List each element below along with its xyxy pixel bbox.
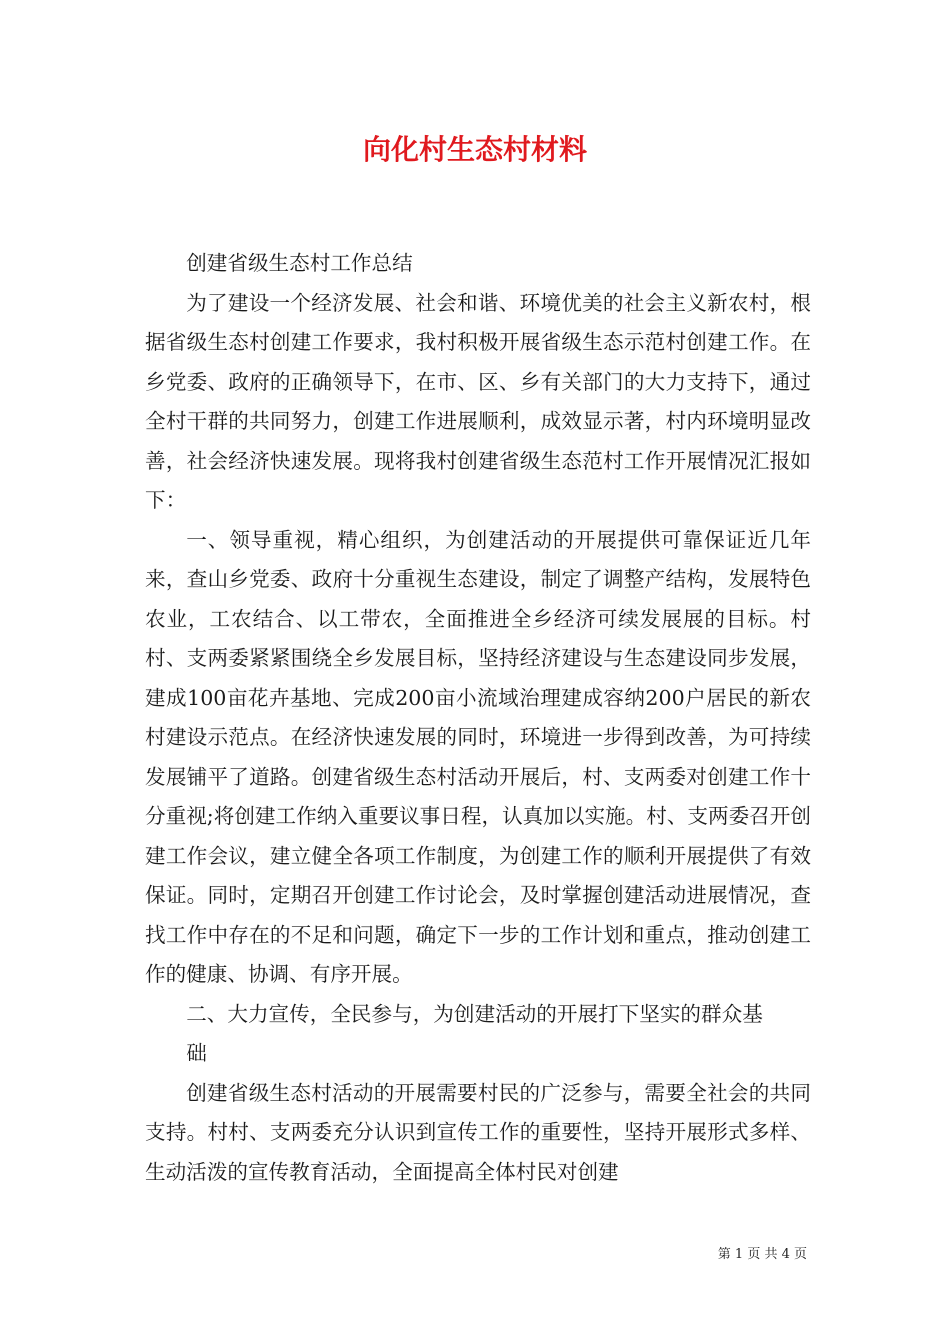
document-title: 向化村生态村材料: [362, 133, 587, 166]
page-number: 第 1 页 共 4 页: [717, 1247, 807, 1262]
section-heading: 创建省级生态村工作总结: [186, 251, 413, 275]
paragraph-section-one: 一、领导重视，精心组织，为创建活动的开展提供可靠保证近几年来，查山乡党委、政府十分重视生态建设，制定了调整产结构，发展特色农业，工农结合、以工带农，全面推进全乡经济可续发展展的目标。村村、支两委紧紧围绕全乡发展目标，坚持经济建设与生态建设同步发展，建成100亩花卉基地、完成200亩小流域治理建成容纳200户居民的新农村建设示范点。在经济快速发展的同时，环境进一步得到改善，为可持续发展铺平了道路。创建省级生态村活动开展后，村、支两委对创建工作十分重视;将创建工作纳入重要议事日程，认真加以实施。村、支两委召开创建工作会议，建立健全各项工作制度，为创建工作的顺利开展提供了有效保证。同时，定期召开创建工作讨论会，及时掌握创建活动进展情况，查找工作中存在的不足和问题，确定下一步的工作计划和重点，推动创建工作的健康、协调、有序开展。: [145, 527, 811, 986]
paragraph-section-two-heading: 二、大力宣传，全民参与，为创建活动的开展打下坚实的群众基: [186, 1001, 763, 1026]
paragraph-intro: 为了建设一个经济发展、社会和谐、环境优美的社会主义新农村，根据省级生态村创建工作要求，我村积极开展省级生态示范村创建工作。在乡党委、政府的正确领导下，在市、区、乡有关部门的大力支持下，通过全村干群的共同努力，创建工作进展顺利，成效显示著，村内环境明显改善，社会经济快速发展。现将我村创建省级生态范村工作开展情况汇报如下：: [145, 290, 811, 512]
document-body: [145, 244, 811, 1192]
paragraph-section-two: 创建省级生态村活动的开展需要村民的广泛参与，需要全社会的共同支持。村村、支两委充分认识到宣传工作的重要性，坚持开展形式多样、生动活泼的宣传教育活动，全面提高全体村民对创建: [145, 1080, 811, 1184]
paragraph-section-two-heading-tail: 础: [186, 1041, 207, 1065]
